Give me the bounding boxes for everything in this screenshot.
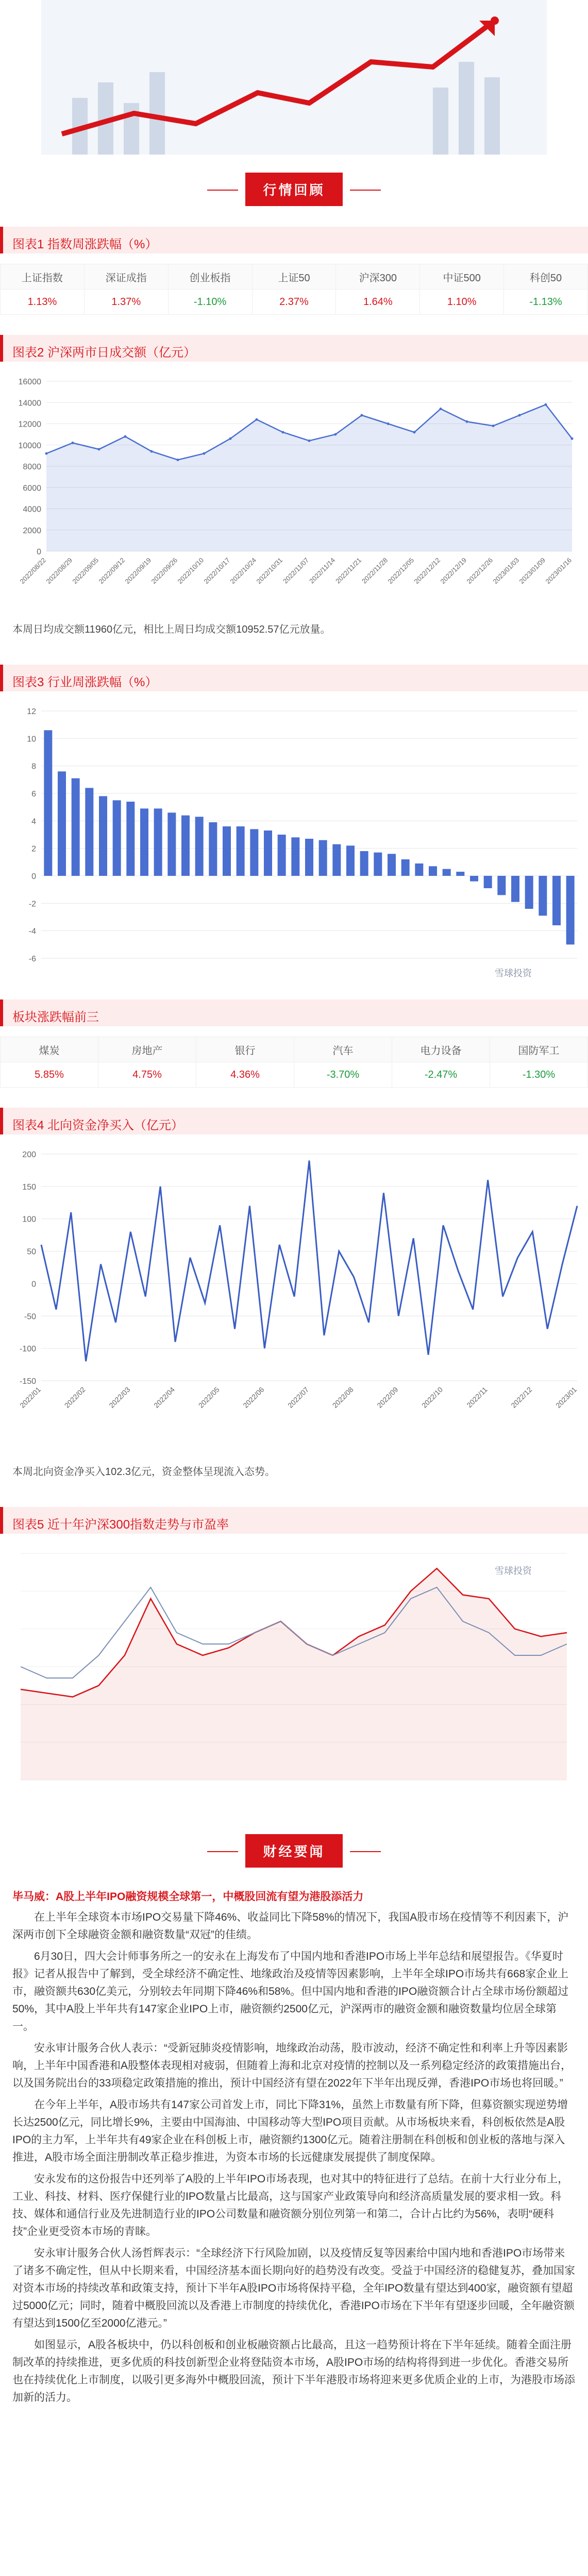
hero-banner (41, 0, 547, 155)
industry-bar (429, 866, 437, 876)
turnover-ytick: 8000 (23, 463, 41, 471)
industry-ytick: 0 (31, 872, 36, 881)
turnover-point (361, 414, 363, 417)
index-name-2: 创业板指 (168, 264, 252, 290)
turnover-ytick: 12000 (18, 420, 41, 429)
industry-bar (209, 822, 217, 876)
sector-name-5: 国防军工 (490, 1037, 588, 1062)
fig2-note: 本周日均成交额11960亿元，相比上周日均成交额10952.57亿元放量。 (12, 624, 331, 635)
industry-bar (443, 869, 451, 876)
turnover-xtick: 2022/11/07 (281, 556, 311, 585)
industry-bar (511, 876, 519, 902)
news-paragraph: 安永审计服务合伙人表示：“受新冠肺炎疫情影响，地缘政治动荡，股市波动，经济不确定性和利率上升等因素影响，上半年中国香港和A股整体表现相对疲弱，但随着上海和北京对疫情的控制以及一系列稳定经济的政策措施出台，以及国务院出台的33项稳定政策措施的推出，预计中国经济有望在2022年下半年出现反弹，香港IPO市场也将回暖。” (12, 2042, 572, 2089)
industry-bar (278, 835, 286, 876)
news-paragraph: 安永发布的这份报告中还列举了A股的上半年IPO市场表现，也对其中的特征进行了总结。在前十大行业分布上，工业、科技、材料、医疗保健行业的IPO数量占比最高，这与国家产业政策导向和经济高质量发展的要求相一致。科技、媒体和通信行业及先进制造行业的IPO公司数量和融资额分别位列第一和第二，合计占比约为56%，表明“硬科技”企业更受资本市场的青睐。 (12, 2173, 569, 2238)
northbound-xtick: 2022/11 (465, 1385, 489, 1410)
turnover-xtick: 2022/12/19 (439, 556, 468, 586)
northbound-line (41, 1161, 577, 1362)
turnover-point (545, 403, 547, 406)
index-name-4: 沪深300 (336, 264, 420, 290)
fig2-header (0, 335, 588, 362)
fig5-header (0, 1507, 588, 1534)
turnover-point (203, 452, 206, 455)
sector-name-1: 房地产 (98, 1037, 196, 1062)
northbound-xtick: 2022/06 (241, 1385, 266, 1410)
industry-bar (332, 844, 341, 876)
turnover-point (387, 422, 390, 425)
index-name-6: 科创50 (504, 264, 588, 290)
industry-chart (0, 701, 588, 989)
industry-bar (484, 876, 492, 888)
industry-bar (525, 876, 533, 909)
turnover-ytick: 10000 (18, 441, 41, 450)
northbound-ytick: 100 (22, 1215, 36, 1224)
fig3-header (0, 665, 588, 691)
news-paragraph: 在今年上半年，A股市场共有147家公司首发上市，同比下降31%，虽然上市数量有所下降，但募资额实现逆势增长达2500亿元，同比增长9%，主要由中国海油、中国移动等大型IPO项目贡献。从市场板块来看，科创板依然是A股IPO的主力军，上半年共有49家企业在科创板上市，融资额约1300亿元。随着注册制在科创板和创业板的落地与深入推进，A股市场全面注册制改革正稳步推进，为资本市场的长远健康发展提供了制度保障。 (12, 2099, 568, 2163)
turnover-xtick: 2022/09/05 (71, 556, 100, 586)
turnover-xtick: 2022/11/14 (308, 556, 337, 585)
fig1-header (0, 227, 588, 253)
industry-bar (237, 826, 245, 876)
turnover-chart (0, 371, 588, 613)
index-name-0: 上证指数 (1, 264, 85, 290)
industry-ytick: 4 (31, 817, 36, 826)
industry-bar (456, 872, 464, 876)
index-name-3: 上证50 (252, 264, 336, 290)
news-headline: 毕马威：A股上半年IPO融资规模全球第一，中概股回流有望为港股添活力 (12, 1891, 364, 1903)
northbound-xtick: 2022/04 (152, 1385, 177, 1410)
index-value-4: 1.64% (336, 290, 420, 315)
industry-bar (264, 831, 272, 876)
northbound-ytick: 0 (31, 1280, 36, 1289)
turnover-point (229, 437, 232, 440)
industry-ytick: 10 (27, 735, 36, 744)
turnover-ytick: 14000 (18, 399, 41, 408)
northbound-ytick: -150 (19, 1377, 36, 1386)
turnover-point (518, 414, 521, 417)
industry-bar (374, 853, 382, 876)
industry-bar (250, 829, 258, 876)
fig5-title: 图表5 近十年沪深300指数走势与市盈率 (12, 1518, 229, 1532)
northbound-xtick: 2022/08 (330, 1385, 355, 1410)
industry-bar (539, 876, 547, 916)
industry-bar (305, 839, 313, 876)
northbound-ytick: 150 (22, 1182, 36, 1192)
industry-bar (58, 771, 66, 876)
turnover-point (98, 448, 100, 451)
industry-bar (291, 837, 299, 876)
fig4-header (0, 1108, 588, 1134)
northbound-ytick: 200 (22, 1150, 36, 1159)
turnover-xtick: 2022/08/22 (18, 556, 48, 586)
turnover-point (256, 418, 258, 421)
industry-bar (319, 840, 327, 876)
hs300-area (21, 1568, 567, 1780)
index-value-3: 2.37% (252, 290, 336, 315)
fig3-title: 图表3 行业周涨跌幅（%） (12, 675, 158, 689)
industry-ytick: -4 (28, 927, 36, 936)
watermark-text: 雪球投资 (495, 1566, 532, 1576)
sector-value-5: -1.30% (490, 1062, 588, 1088)
turnover-ytick: 16000 (18, 378, 41, 386)
turnover-point (177, 459, 179, 461)
fig2-title: 图表2 沪深两市日成交额（亿元） (12, 346, 196, 360)
industry-bar (72, 778, 80, 876)
turnover-xtick: 2022/09/26 (149, 556, 179, 586)
index-value-5: 1.10% (420, 290, 504, 315)
turnover-point (124, 435, 127, 438)
sector-name-3: 汽车 (294, 1037, 392, 1062)
industry-bar (566, 876, 575, 944)
news-paragraph: 如图显示，A股各板块中，仍以科创板和创业板融资额占比最高，且这一趋势预计将在下半年延续。随着全面注册制改革的持续推进，更多优质的科技创新型企业将登陆资本市场，A股IPO市场的结构将得到进一步优化。香港交易所也在持续优化上市制度，以吸引更多海外中概股回流，预计下半年港股市场将迎来更多优质企业的上市，为港股市场添加新的活力。 (12, 2339, 575, 2403)
turnover-xtick: 2022/11/28 (360, 556, 390, 585)
watermark-text: 雪球投资 (495, 968, 532, 978)
industry-bar (470, 876, 478, 882)
sector-table (0, 1037, 588, 1088)
northbound-xtick: 2022/12 (509, 1385, 534, 1410)
industry-ytick: 8 (31, 762, 36, 771)
turnover-xtick: 2023/01/03 (491, 556, 521, 586)
northbound-xtick: 2022/03 (107, 1385, 132, 1410)
industry-bar (99, 796, 107, 876)
turnover-xtick: 2022/10/31 (255, 556, 284, 586)
news-paragraph: 安永审计服务合伙人汤哲辉表示：“全球经济下行风险加剧，以及疫情反复等因素给中国内地和香港IPO市场带来了诸多不确定性，但从中长期来看，中国经济基本面长期向好的趋势没有改变。受益于中国经济的稳健复苏，叠加国家对资本市场的持续改革和政策支持，预计下半年A股IPO市场将保持平稳，全年IPO数量有望达到400家，融资额有望超过5000亿元；同时，随着中概股回流以及香港上市制度的持续优化，香港IPO市场在下半年有望逐步回暖，全年融资额有望达到1500亿至2000亿港元。” (12, 2247, 575, 2329)
northbound-ytick: 50 (27, 1247, 36, 1257)
industry-ytick: -2 (28, 900, 36, 909)
index-name-5: 中证500 (420, 264, 504, 290)
index-value-0: 1.13% (1, 290, 85, 315)
index-table (0, 264, 588, 315)
turnover-ytick: 4000 (23, 505, 41, 514)
industry-ytick: 2 (31, 844, 36, 854)
turnover-xtick: 2022/11/21 (334, 556, 363, 585)
northbound-ytick: -50 (24, 1312, 36, 1321)
industry-bar (44, 730, 52, 876)
sector-value-0: 5.85% (1, 1062, 98, 1088)
sector-title: 板块涨跌幅前三 (12, 1010, 99, 1024)
index-name-1: 深证成指 (84, 264, 168, 290)
northbound-xtick: 2023/01 (554, 1385, 579, 1410)
turnover-point (334, 433, 337, 436)
sector-value-2: 4.36% (196, 1062, 294, 1088)
industry-bar (181, 816, 190, 876)
section-title-news: 财经要闻 (0, 1834, 588, 1868)
turnover-xtick: 2023/01/09 (517, 556, 547, 586)
sector-value-4: -2.47% (392, 1062, 490, 1088)
northbound-xtick: 2022/02 (62, 1385, 87, 1410)
news-article (12, 1888, 576, 2411)
fig4-note: 本周北向资金净买入102.3亿元，资金整体呈现流入态势。 (12, 1466, 276, 1478)
sector-value-3: -3.70% (294, 1062, 392, 1088)
news-paragraph: 6月30日，四大会计师事务所之一的安永在上海发布了中国内地和香港IPO市场上半年总结和展望报告。《华夏时报》记者从报告中了解到，受全球经济不确定性、地缘政治及疫情等因素影响，上半年全球IPO市场共有668家企业上市，融资额共630亿美元，分别较去年同期下降46%和58%。但中国内地和香港的IPO融资额合计占全球市场份额超过50%，其中A股上半年共有147家企业IPO上市，融资额约2500亿元，沪深两市的融资金额和融资数量均位居全球第一。 (12, 1951, 569, 2032)
turnover-xtick: 2022/10/17 (202, 556, 232, 586)
industry-bar (497, 876, 506, 895)
northbound-ytick: -100 (19, 1345, 36, 1354)
fig1-title: 图表1 指数周涨跌幅（%） (12, 238, 158, 251)
index-value-2: -1.10% (168, 290, 252, 315)
sector-value-1: 4.75% (98, 1062, 196, 1088)
northbound-xtick: 2022/05 (196, 1385, 221, 1410)
turnover-xtick: 2022/08/29 (44, 556, 74, 586)
industry-bar (223, 826, 231, 876)
turnover-xtick: 2022/12/12 (412, 556, 442, 586)
turnover-ytick: 0 (37, 548, 41, 556)
northbound-xtick: 2022/10 (420, 1385, 445, 1410)
turnover-point (571, 437, 574, 440)
northbound-xtick: 2022/09 (375, 1385, 400, 1410)
index-value-1: 1.37% (84, 290, 168, 315)
turnover-point (492, 425, 495, 427)
turnover-xtick: 2022/09/12 (97, 556, 127, 586)
section-title-market: 行情回顾 (0, 173, 588, 206)
sector-header (0, 999, 588, 1026)
turnover-point (45, 452, 48, 455)
turnover-point (308, 439, 311, 442)
fig4-title: 图表4 北向资金净买入（亿元） (12, 1118, 184, 1132)
turnover-xtick: 2023/01/16 (544, 556, 574, 586)
index-value-6: -1.13% (504, 290, 588, 315)
turnover-point (440, 408, 442, 410)
turnover-xtick: 2022/12/05 (386, 556, 416, 586)
sector-name-2: 银行 (196, 1037, 294, 1062)
turnover-point (150, 450, 153, 453)
industry-bar (195, 817, 204, 876)
industry-bar (154, 808, 162, 876)
sector-name-0: 煤炭 (1, 1037, 98, 1062)
industry-bar (167, 812, 176, 876)
industry-bar (113, 800, 121, 876)
northbound-xtick: 2022/07 (286, 1385, 311, 1410)
turnover-xtick: 2022/10/10 (176, 556, 206, 586)
northbound-xtick: 2022/01 (18, 1385, 43, 1410)
turnover-point (282, 431, 284, 434)
industry-bar (126, 802, 135, 876)
industry-bar (552, 876, 561, 925)
turnover-ytick: 6000 (23, 484, 41, 493)
turnover-point (466, 420, 468, 423)
industry-ytick: 6 (31, 790, 36, 799)
industry-bar (346, 845, 355, 876)
industry-bar (85, 788, 93, 876)
turnover-ytick: 2000 (23, 526, 41, 535)
industry-bar (388, 854, 396, 876)
industry-bar (401, 859, 410, 876)
northbound-chart (0, 1144, 588, 1453)
sector-name-4: 电力设备 (392, 1037, 490, 1062)
industry-ytick: 12 (27, 707, 36, 716)
industry-bar (360, 851, 368, 876)
turnover-point (413, 431, 416, 434)
industry-bar (140, 808, 148, 876)
hs300-chart (0, 1543, 588, 1811)
industry-bar (415, 863, 423, 876)
turnover-xtick: 2022/12/26 (465, 556, 495, 586)
turnover-point (72, 442, 74, 444)
industry-ytick: -6 (28, 955, 36, 963)
news-paragraph: 在上半年全球资本市场IPO交易量下降46%、收益同比下降58%的情况下，我国A股市场在疫情等不利因素下，沪深两市创下全球融资金额和融资数量“双冠”的佳绩。 (12, 1911, 569, 1941)
turnover-xtick: 2022/09/19 (123, 556, 153, 586)
turnover-xtick: 2022/10/24 (228, 556, 258, 586)
